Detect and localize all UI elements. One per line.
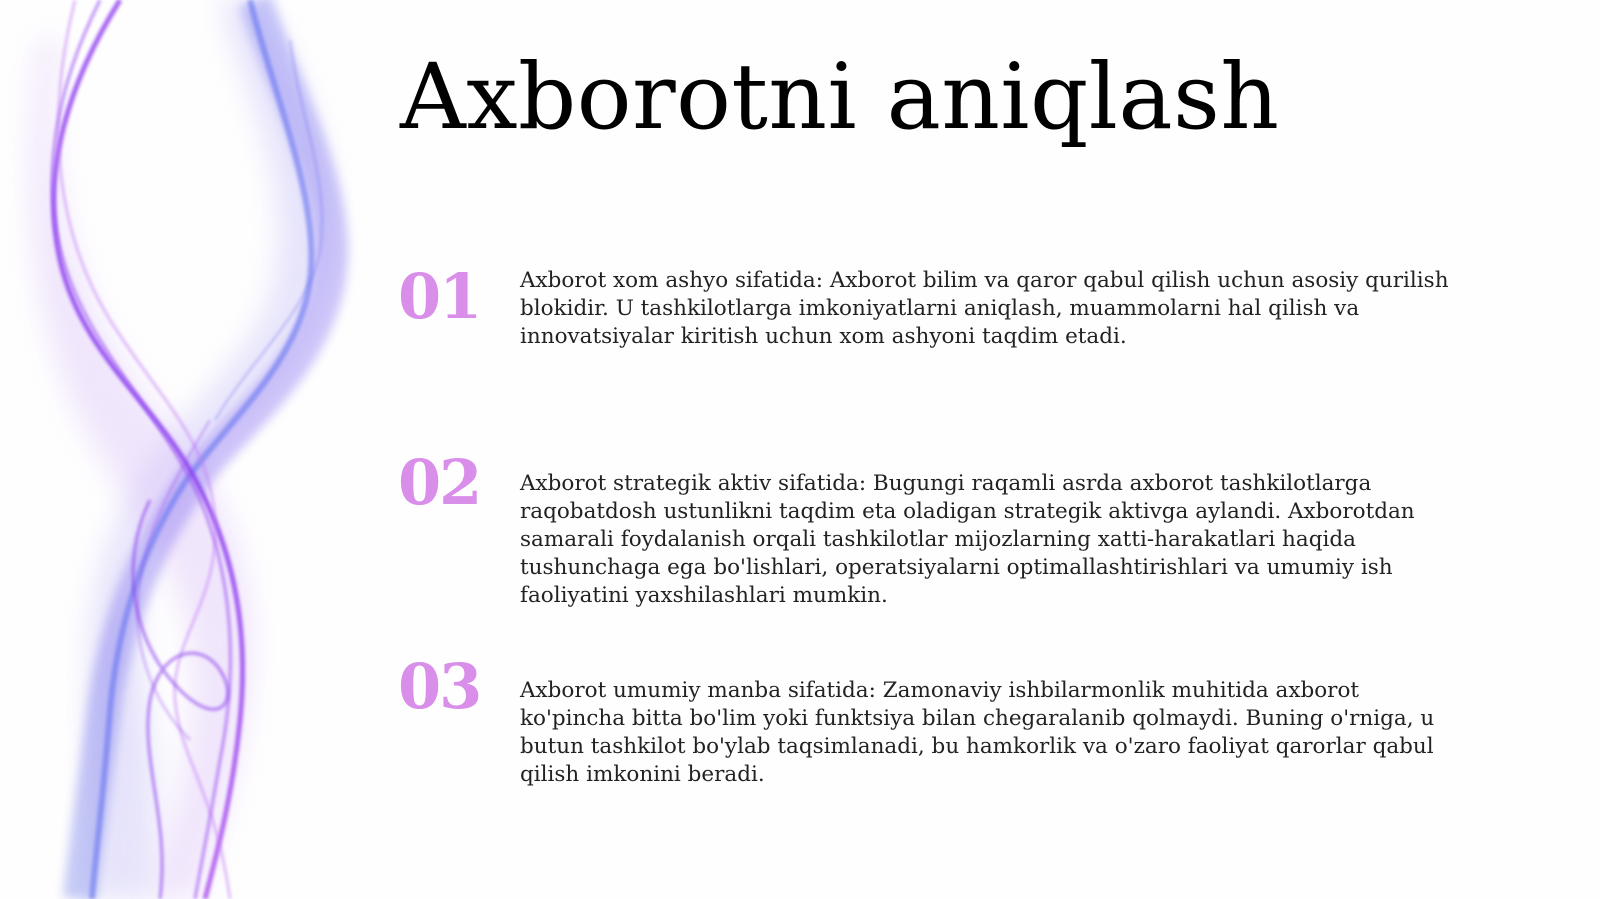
item-number: 01 xyxy=(398,260,481,333)
item-text: Axborot strategik aktiv sifatida: Bugungi raqamli asrda axborot tashkilotlarga raqobatdosh ustunlikni taqdim eta oladigan strategik aktivga aylandi. Axborotdan samarali foydalanish orqali tashkilotlar mijozlarning xatti-harakatlari haqida tushunchaga ega bo'lishlari, operatsiyalarni optimallashtirishlari va umumiy ish faoliyatini yaxshilashlari mumkin. xyxy=(520,471,1415,608)
smoke-ribbon-decoration xyxy=(0,0,400,899)
slide-title: Axborotni aniqlash xyxy=(400,45,1280,150)
item-number: 03 xyxy=(398,650,481,723)
item-text: Axborot xom ashyo sifatida: Axborot bilim va qaror qabul qilish uchun asosiy qurilish blokidir. U tashkilotlarga imkoniyatlarni aniqlash, muammolarni hal qilish va innovatsiyalar kiritish uchun xom ashyoni taqdim etadi. xyxy=(520,268,1449,349)
item-number: 02 xyxy=(398,446,481,519)
item-text: Axborot umumiy manba sifatida: Zamonaviy ishbilarmonlik muhitida axborot ko'pincha bitta bo'lim yoki funktsiya bilan chegaralanib qolmaydi. Buning o'rniga, u butun tashkilot bo'ylab taqsimlanadi, bu hamkorlik va o'zaro faoliyat qarorlar qabul qilish imkonini beradi. xyxy=(520,678,1435,787)
